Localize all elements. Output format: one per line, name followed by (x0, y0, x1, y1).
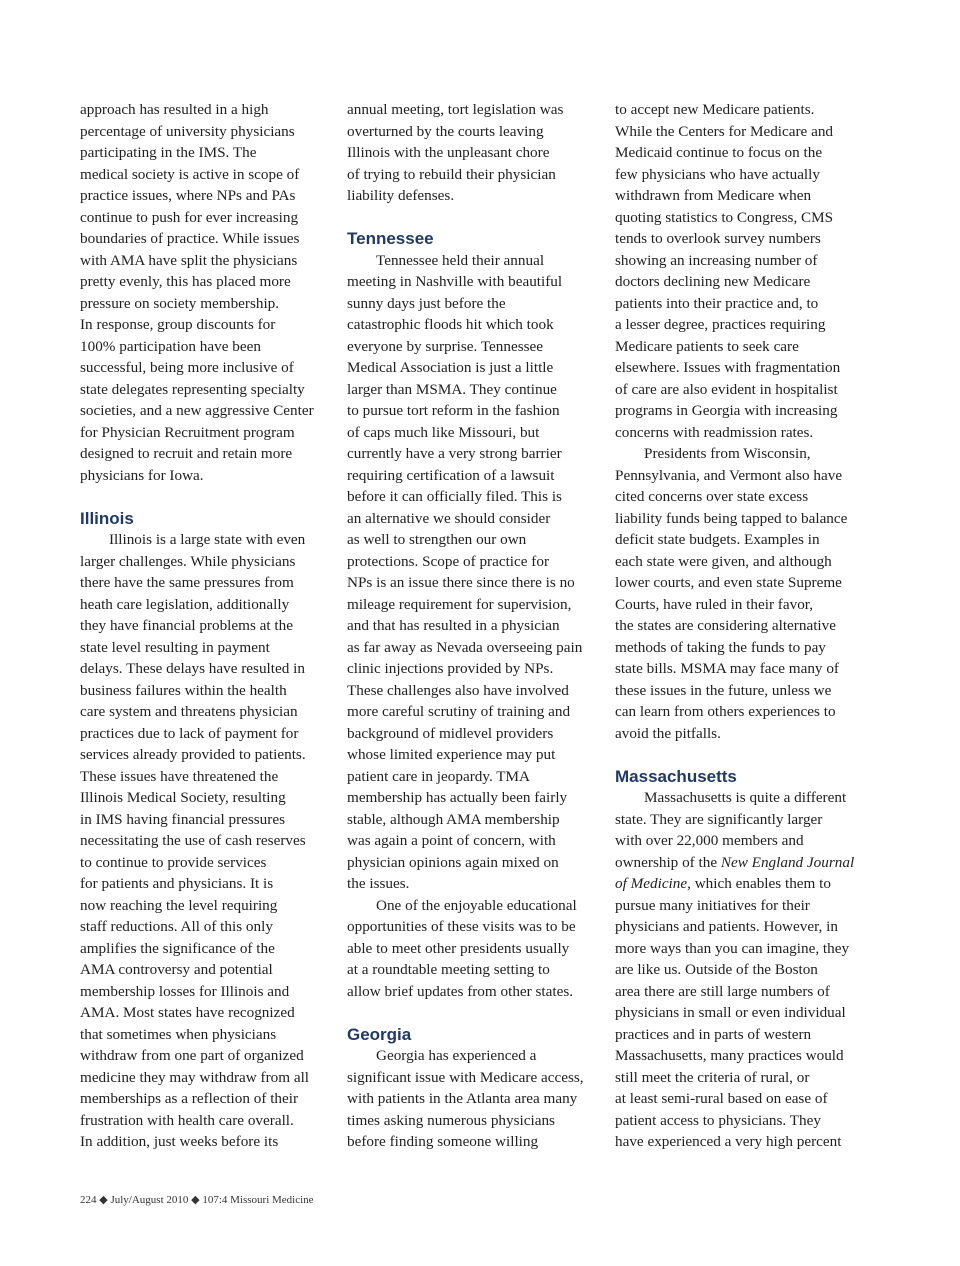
text-line: Pennsylvania, and Vermont also have (615, 466, 843, 484)
text-line: memberships as a reflection of their (80, 1090, 299, 1107)
text-line: Medicaid continue to focus on the (615, 144, 823, 161)
text-line: opportunities of these visits was to be (347, 918, 576, 935)
text-line: physicians and patients. However, in (615, 918, 838, 935)
text-line: practice issues, where NPs and PAs (80, 187, 296, 204)
text-line: One of the enjoyable educational (376, 896, 577, 914)
text-line: AMA controversy and potential (80, 961, 273, 978)
massachusetts-paragraph-b (615, 895, 867, 1153)
text-line: doctors declining new Medicare (615, 273, 811, 290)
text-line: membership has actually been fairly (347, 789, 568, 806)
text-line: In addition, just weeks before its (80, 1133, 279, 1150)
text-line: clinic injections provided by NPs. (347, 660, 554, 677)
text-line: membership losses for Illinois and (80, 982, 290, 1000)
text-line: the issues. (347, 875, 410, 892)
text-line: business failures within the health (80, 681, 287, 699)
text-line: physicians in small or even individual (615, 1004, 846, 1021)
text-line: Courts, have ruled in their favor, (615, 595, 814, 613)
text-line: practices and in parts of western (615, 1025, 812, 1043)
text-line: Illinois with the unpleasant chore (347, 144, 550, 161)
illinois-continued-paragraph (347, 99, 599, 207)
text-line: withdrawn from Medicare when (615, 187, 812, 204)
text-line: designed to recruit and retain more (80, 445, 293, 462)
text-line: of trying to rebuild their physician (347, 165, 556, 183)
text-line: with patients in the Atlanta area many (347, 1090, 578, 1107)
text-line: for patients and physicians. It is (80, 875, 274, 892)
text-line: approach has resulted in a high (80, 101, 269, 118)
text-line: they have financial problems at the (80, 617, 293, 634)
text-line: amplifies the significance of the (80, 939, 275, 957)
text-line: with AMA have split the physicians (80, 251, 298, 269)
text-line: allow brief updates from other states. (347, 982, 574, 1000)
text-line: are like us. Outside of the Boston (615, 961, 818, 978)
text-line: physician opinions again mixed on (347, 853, 559, 871)
text-line: can learn from others experiences to (615, 703, 836, 720)
text-line: tends to overlook survey numbers (615, 230, 821, 247)
text-line: Massachusetts, many practices would (615, 1047, 844, 1064)
text-line: in IMS having financial pressures (80, 810, 285, 828)
text-line: still meet the criteria of rural, or (615, 1068, 810, 1086)
text-line: currently have a very strong barrier (347, 445, 562, 462)
text-line: While the Centers for Medicare and (615, 122, 834, 140)
text-line: deficit state budgets. Examples in (615, 531, 820, 548)
text-line: significant issue with Medicare access, (347, 1068, 584, 1086)
text-line: withdraw from one part of organized (80, 1047, 304, 1064)
massachusetts-paragraph-a (615, 787, 867, 852)
text-line: to accept new Medicare patients. (615, 101, 815, 118)
text-line: NPs is an issue there since there is no (347, 574, 575, 591)
text-line: whose limited experience may put (347, 746, 556, 763)
journal-title-2: of Medicine (615, 875, 688, 892)
text-line: before finding someone willing (347, 1133, 539, 1150)
text-line: everyone by surprise. Tennessee (347, 337, 544, 355)
text-line: Medicare patients to seek care (615, 337, 799, 355)
text-line: boundaries of practice. While issues (80, 230, 300, 247)
text-line: physicians for Iowa. (80, 466, 204, 484)
georgia-paragraph (347, 1045, 599, 1153)
text-line: societies, and a new aggressive Center (80, 402, 314, 419)
text-line: sunny days just before the (347, 294, 506, 312)
text-line: to continue to provide services (80, 853, 267, 871)
text-line: lower courts, and even state Supreme (615, 574, 842, 591)
text-line: for Physician Recruitment program (80, 423, 295, 441)
text-line: larger challenges. While physicians (80, 552, 296, 570)
georgia-continued-paragraph (615, 99, 867, 443)
text-line: participating in the IMS. The (80, 144, 257, 161)
text-line: staff reductions. All of this only (80, 918, 273, 935)
text-line: state. They are significantly larger (615, 810, 823, 828)
text-line: delays. These delays have resulted in (80, 660, 305, 677)
journal-line-2 (615, 873, 867, 895)
text-line: few physicians who have actually (615, 165, 820, 183)
text-line: heath care legislation, additionally (80, 595, 290, 613)
page-footer: 224 ◆ July/August 2010 ◆ 107:4 Missouri Medicine (80, 1194, 314, 1206)
tennessee-paragraph (347, 250, 599, 895)
text-line: mileage requirement for supervision, (347, 595, 572, 613)
text-line: each state were given, and although (615, 552, 832, 570)
journal-title: New England Journal (720, 853, 855, 871)
text-line: 100% participation have been (80, 337, 261, 355)
text-line: that sometimes when physicians (80, 1025, 277, 1043)
text-line: as far away as Nevada overseeing pain (347, 638, 583, 656)
text-line: have experienced a very high percent (615, 1133, 842, 1150)
text-line: state delegates representing specialty (80, 380, 305, 398)
text-line: These challenges also have involved (347, 681, 569, 699)
text-line: more careful scrutiny of training and (347, 703, 571, 720)
text-line: cited concerns over state excess (615, 488, 809, 505)
text-line: protections. Scope of practice for (347, 552, 549, 570)
text-line: at least semi-rural based on ease of (615, 1090, 828, 1107)
text-line: liability defenses. (347, 187, 455, 204)
presidents-paragraph (615, 443, 867, 744)
journal-suffix: , which enables them to (687, 875, 831, 892)
text-line: of caps much like Missouri, but (347, 423, 540, 441)
text-line: Tennessee held their annual (376, 251, 545, 269)
text-line: In response, group discounts for (80, 316, 276, 333)
text-line: avoid the pitfalls. (615, 724, 721, 742)
text-line: state bills. MSMA may face many of (615, 660, 839, 677)
text-line: annual meeting, tort legislation was (347, 101, 564, 118)
georgia-heading: Georgia (347, 1024, 412, 1044)
text-line: AMA. Most states have recognized (80, 1004, 295, 1021)
text-line: with over 22,000 members and (615, 832, 804, 849)
text-line: at a roundtable meeting setting to (347, 961, 550, 978)
text-line: medicine they may withdraw from all (80, 1068, 310, 1086)
illinois-heading: Illinois (80, 508, 134, 528)
text-line: pursue many initiatives for their (615, 896, 810, 914)
text-line: as well to strengthen our own (347, 531, 527, 548)
text-line: Presidents from Wisconsin, (644, 445, 811, 462)
text-line: services already provided to patients. (80, 746, 306, 763)
text-line: pretty evenly, this has placed more (80, 273, 291, 290)
text-line: frustration with health care overall. (80, 1111, 294, 1129)
journal-prefix: ownership of the (615, 853, 721, 871)
text-line: background of midlevel providers (347, 724, 554, 742)
text-line: care system and threatens physician (80, 703, 298, 720)
text-line: of care are also evident in hospitalist (615, 380, 838, 398)
text-line: was again a point of concern, with (347, 832, 556, 849)
column-1 (80, 99, 332, 1153)
text-line: area there are still large numbers of (615, 982, 830, 1000)
text-line: there have the same pressures from (80, 574, 294, 591)
text-line: meeting in Nashville with beautiful (347, 273, 563, 290)
text-line: now reaching the level requiring (80, 896, 278, 914)
text-line: to pursue tort reform in the fashion (347, 402, 560, 419)
text-line: quoting statistics to Congress, CMS (615, 208, 834, 226)
text-line: catastrophic floods hit which took (347, 316, 554, 333)
text-line: patients into their practice and, to (615, 294, 819, 312)
text-line: patient access to physicians. They (615, 1111, 821, 1129)
text-line: programs in Georgia with increasing (615, 402, 838, 419)
enjoyable-paragraph (347, 895, 599, 1003)
text-line: liability funds being tapped to balance (615, 509, 848, 527)
text-line: concerns with readmission rates. (615, 423, 814, 441)
text-line: larger than MSMA. They continue (347, 380, 557, 398)
iowa-paragraph (80, 99, 332, 486)
text-line: before it can officially filed. This is (347, 488, 562, 505)
text-line: successful, being more inclusive of (80, 359, 294, 376)
text-line: Illinois Medical Society, resulting (80, 789, 286, 806)
massachusetts-heading: Massachusetts (615, 766, 737, 786)
text-line: requiring certification of a lawsuit (347, 466, 555, 484)
text-line: medical society is active in scope of (80, 165, 300, 183)
text-line: Massachusetts is quite a different (644, 789, 847, 806)
text-line: the states are considering alternative (615, 617, 836, 634)
text-line: Illinois is a large state with even (109, 531, 306, 548)
text-line: methods of taking the funds to pay (615, 638, 826, 656)
text-line: elsewhere. Issues with fragmentation (615, 359, 841, 376)
text-line: these issues in the future, unless we (615, 681, 832, 699)
text-line: state level resulting in payment (80, 638, 270, 656)
text-line: able to meet other presidents usually (347, 939, 570, 957)
tennessee-heading: Tennessee (347, 229, 434, 248)
text-line: more ways than you can imagine, they (615, 939, 850, 957)
text-line: a lesser degree, practices requiring (615, 316, 826, 333)
text-line: practices due to lack of payment for (80, 724, 299, 742)
text-line: Georgia has experienced a (376, 1047, 537, 1064)
text-line: percentage of university physicians (80, 122, 295, 140)
column-2 (347, 99, 599, 1153)
text-line: showing an increasing number of (615, 251, 818, 269)
text-line: stable, although AMA membership (347, 810, 560, 828)
text-line: and that has resulted in a physician (347, 617, 560, 634)
journal-line-1 (615, 852, 867, 874)
illinois-paragraph (80, 529, 332, 1153)
text-line: overturned by the courts leaving (347, 122, 544, 140)
column-3 (615, 99, 867, 1153)
text-line: continue to push for ever increasing (80, 208, 299, 226)
text-line: necessitating the use of cash reserves (80, 832, 306, 849)
text-line: patient care in jeopardy. TMA (347, 767, 531, 785)
text-line: pressure on society membership. (80, 294, 280, 312)
text-line: Medical Association is just a little (347, 359, 554, 376)
text-line: These issues have threatened the (80, 767, 279, 785)
text-line: times asking numerous physicians (347, 1111, 555, 1129)
text-line: an alternative we should consider (347, 509, 551, 527)
